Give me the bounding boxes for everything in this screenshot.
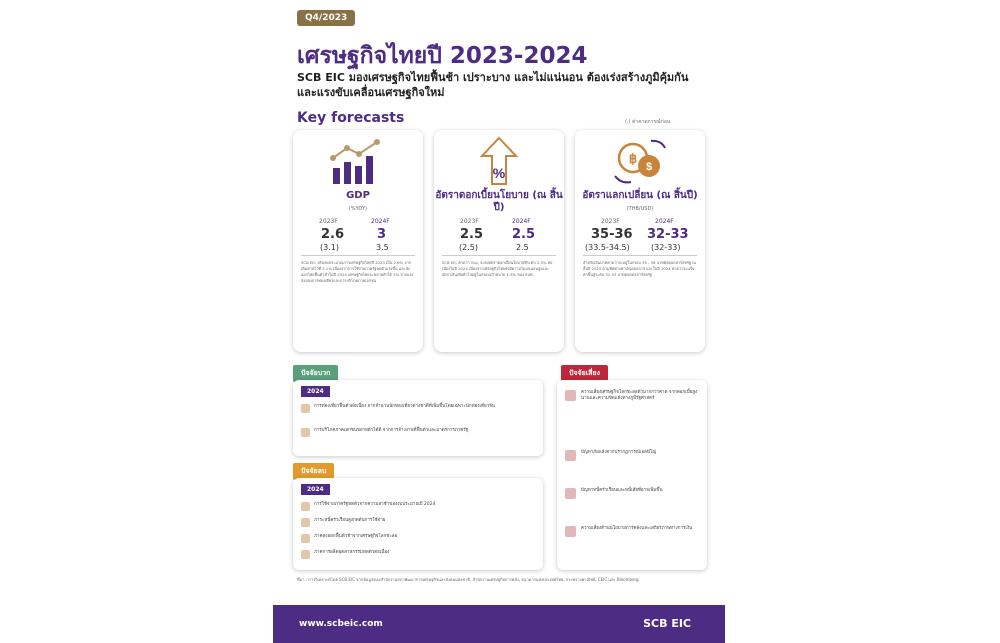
gdp-description: SCB EIC ปรับลดประมาณการเศรษฐกิจไทยปี 2023 เป็น 2.6% จากเดิมคาดไว้ที่ 3.1% เนื่องจากการใช้จ่ายภาครัฐหดตัวแรงขึ้น และส่งออกไทยฟื้นตัวช้าในปี 2024 เศรษฐกิจไทยจะขยายตัวได้ 3% จากแรงส่งของการท่องเที่ยวและการบริโภคภาคเอกชน [301, 260, 414, 283]
policy-prev-2024: 2.5 [516, 243, 529, 252]
footer-website-link[interactable]: www.scbeic.com [299, 619, 383, 629]
footer-bar [273, 605, 725, 643]
page-title: เศรษฐกิจไทยปี 2023-2024 [297, 43, 588, 69]
list-item [565, 526, 699, 564]
gdp-prev-2023: (3.1) [320, 243, 339, 252]
scb-eic-logo: SCB EIC [643, 617, 691, 630]
policy-value-2024: 2.5 [512, 227, 536, 242]
gdp-unit: (%YOY) [348, 206, 368, 212]
policy-year-2023: 2023F [460, 218, 479, 225]
negative-year-badge: 2024 [301, 484, 330, 495]
svg-text:฿: ฿ [628, 151, 638, 166]
list-item [565, 390, 699, 440]
gdp-title: GDP [346, 190, 370, 201]
fx-prev-2024: (32-33) [651, 243, 681, 252]
key-forecasts-note: (.) ค่าคาดการณ์ก่อน [625, 119, 671, 125]
gdp-year-2023: 2023F [319, 218, 338, 225]
infographic-sheet [273, 0, 725, 643]
gdp-value-2024: 3 [377, 227, 387, 242]
percent-arrow-icon [434, 136, 564, 188]
list-item-text: ความเสี่ยงด้านนโยบายการคลังและเสถียรภาพทางการเงิน [581, 526, 693, 531]
list-item-text: การบริโภคภาคเอกชนขยายตัวได้ดี จากการจ้างงานที่ฟื้นตัวและมาตรการภาครัฐ [314, 428, 469, 433]
list-item-text: ความเสี่ยงเศรษฐกิจโลกชะลอตัวมากกว่าคาด จากดอกเบี้ยสูงนานและความขัดแย้งทางภูมิรัฐศาสตร์ [581, 390, 698, 401]
policy-value-2023: 2.5 [460, 227, 484, 242]
list-item-text: ปัญหาหนี้ครัวเรือนและหนี้เสียที่อาจเพิ่มขึ้น [581, 488, 663, 493]
bar-chart-icon [293, 136, 423, 188]
list-item-text: การใช้จ่ายภาครัฐหดตัวจากความล่าช้าของงบประมาณปี 2024 [314, 502, 436, 507]
fx-prev-2023: (33.5-34.5) [585, 243, 630, 252]
list-item-text: ภาคการผลิตอุตสาหกรรมหดตัวต่อเนื่อง [314, 550, 390, 555]
list-item [301, 550, 535, 559]
government-icon [301, 502, 310, 511]
list-item-text: ภาคส่งออกฟื้นตัวช้าจากเศรษฐกิจโลกชะลอ [314, 534, 398, 539]
list-item [565, 488, 699, 518]
risk-factors-box [557, 380, 707, 570]
list-item [301, 428, 535, 437]
gdp-prev-2024: 3.5 [376, 243, 389, 252]
list-item-text: ภาระหนี้ครัวเรือนสูงกดดันการใช้จ่าย [314, 518, 386, 523]
positive-factors-tag: ปัจจัยบวก [293, 365, 338, 382]
export-icon [301, 534, 310, 543]
finance-icon [565, 526, 576, 537]
list-item [301, 502, 535, 511]
negative-factors-tag: ปัจจัยลบ [293, 463, 334, 480]
gdp-value-2023: 2.6 [321, 227, 345, 242]
gdp-year-2024: 2024F [371, 218, 390, 225]
list-item-text: ปัญหาภัยแล้งจากปรากฏการณ์เอลนีโญ [581, 450, 657, 455]
divider [583, 255, 697, 256]
policy-prev-2023: (2.5) [459, 243, 478, 252]
list-item [301, 518, 535, 527]
tourism-icon [301, 404, 310, 413]
source-note: ที่มา : การวิเคราะห์โดย SCB EIC จากข้อมูลของสำนักงานสภาพัฒนาการเศรษฐกิจและสังคมแห่งชาติ, สำนักงานเศรษฐกิจการคลัง, ธนาคารแห่งประเทศไทย, กระทรวงพาณิชย์, CEIC และ Bloomberg [297, 577, 639, 582]
policy-rate-description: SCB EIC คาดว่า กนง. จะคงอัตราดอกเบี้ยนโยบายที่ระดับ 2.5% ต่อเนื่องในปี 2024 เนื่องจากเศรษฐกิจไทยยังมีความไม่แน่นอนสูงและอัตราเงินเฟ้อทั่วไปอยู่ในกรอบเป้าหมาย 1-3% ของ ธปท. [442, 260, 553, 277]
factory-icon [301, 550, 310, 559]
shopping-icon [301, 428, 310, 437]
exchange-rate-card [575, 130, 705, 352]
risk-factors-tag: ปัจจัยเสี่ยง [561, 365, 608, 382]
svg-text:$: $ [645, 161, 653, 173]
key-forecasts-heading: Key forecasts [297, 110, 405, 126]
drought-icon [565, 450, 576, 461]
globe-icon [565, 390, 576, 401]
policy-year-2024: 2024F [512, 218, 531, 225]
gdp-card [293, 130, 423, 352]
svg-text:%: % [492, 165, 506, 181]
currency-exchange-icon [575, 136, 705, 188]
divider [301, 255, 415, 256]
debt-icon [301, 518, 310, 527]
list-item [301, 404, 535, 413]
fx-year-2024: 2024F [655, 218, 674, 225]
positive-factors-box [293, 380, 543, 456]
policy-rate-card [434, 130, 564, 352]
quarter-badge: Q4/2023 [297, 10, 355, 26]
negative-factors-box [293, 478, 543, 570]
exchange-rate-unit: (THB/USD) [626, 206, 654, 212]
fx-value-2024: 32-33 [647, 227, 689, 242]
fx-year-2023: 2023F [601, 218, 620, 225]
list-item [301, 534, 535, 543]
household-debt-icon [565, 488, 576, 499]
exchange-rate-description: สำหรับเงินบาทคาดว่าจะอยู่ในกรอบ 35 - 36 บาทต่อดอลลาร์สหรัฐ ณ สิ้นปี 2023 ตามทิศทางค่าเงินดอลลาร์ และในปี 2024 คาดว่าจะแข็งค่าขึ้นสู่ระดับ 32-33 บาทต่อดอลลาร์สหรัฐ [583, 260, 696, 277]
fx-value-2023: 35-36 [591, 227, 633, 242]
policy-rate-title: อัตราดอกเบี้ยนโยบาย (ณ สิ้นปี) [435, 190, 563, 213]
divider [442, 255, 556, 256]
list-item-text: การท่องเที่ยวฟื้นตัวต่อเนื่อง จากจำนวนนักท่องเที่ยวต่างชาติที่เพิ่มขึ้นโดยเฉพาะนักท่องเที่ยวจีน [314, 404, 495, 409]
positive-year-badge: 2024 [301, 386, 330, 397]
page-subtitle: SCB EIC มองเศรษฐกิจไทยฟื้นช้า เปราะบาง และไม่แน่นอน ต้องเร่งสร้างภูมิคุ้มกันและแรงขับเคลื่อนเศรษฐกิจใหม่ [297, 71, 689, 99]
list-item [565, 450, 699, 480]
exchange-rate-title: อัตราแลกเปลี่ยน (ณ สิ้นปี) [582, 190, 698, 201]
